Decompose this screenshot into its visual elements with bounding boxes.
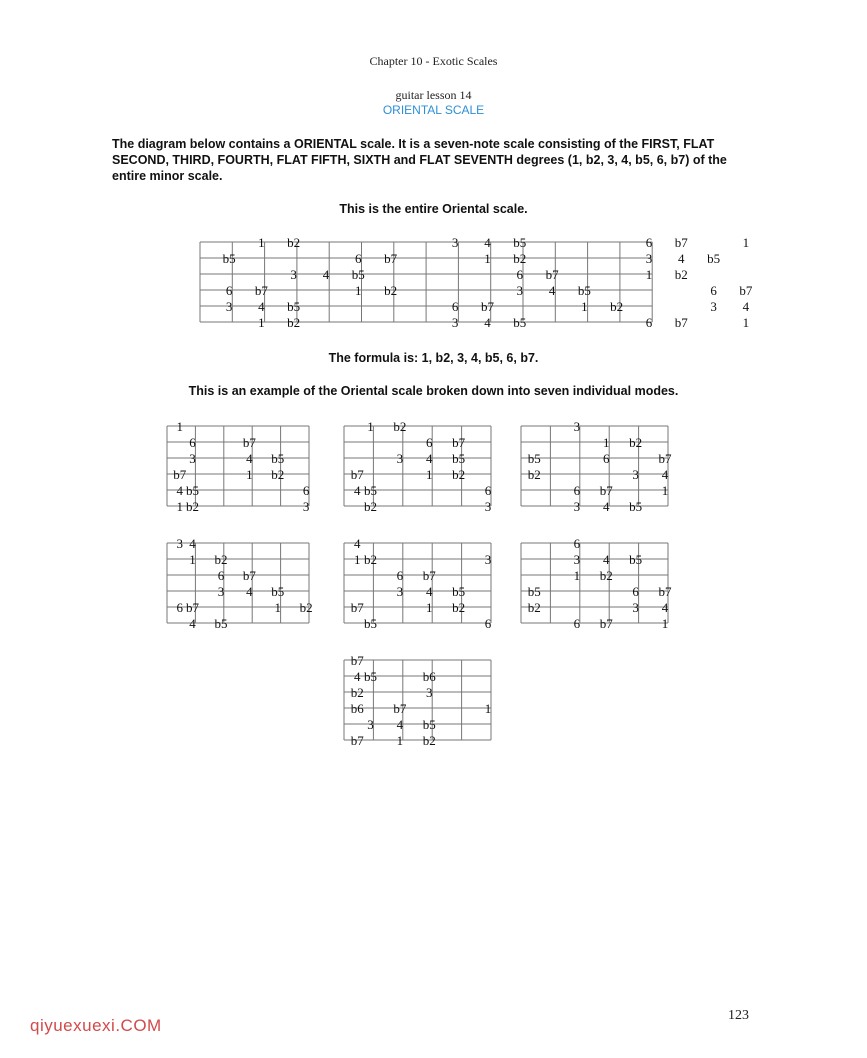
scale-note: b5	[452, 451, 466, 466]
scale-note: b7	[350, 467, 364, 482]
mode-2-diagram	[344, 419, 492, 514]
scale-note: b5	[287, 299, 301, 314]
scale-note: b6	[350, 701, 364, 716]
scale-note: 6	[426, 435, 433, 450]
formula-text: The formula is: 1, b2, 3, 4, b5, 6, b7.	[328, 351, 539, 365]
scale-note: b7	[393, 701, 407, 716]
scale-note: 3	[396, 451, 404, 466]
scale-note: b7	[674, 315, 688, 330]
scale-note: 4	[661, 467, 669, 482]
scale-note: 4	[396, 717, 404, 732]
scale-note: b5	[629, 499, 643, 514]
scale-note: 3	[632, 467, 639, 482]
chapter-header: Chapter 10 - Exotic Scales	[369, 54, 498, 68]
mode-5-diagram	[344, 536, 492, 631]
scale-note: 6	[632, 584, 639, 599]
scale-note: 6	[217, 568, 225, 583]
scale-note: 6	[396, 568, 404, 583]
scale-note: b7	[599, 483, 613, 498]
scale-note: b2	[610, 299, 624, 314]
scale-note: b2	[363, 552, 377, 567]
scale-note: 1	[176, 419, 184, 434]
scale-note: b7	[658, 584, 672, 599]
scale-note: 3	[189, 451, 196, 466]
scale-note: 1	[353, 552, 361, 567]
mode-1-diagram	[167, 419, 310, 514]
scale-note: b7	[242, 568, 256, 583]
scale-note: 1	[661, 616, 669, 631]
scale-note: 6	[189, 435, 196, 450]
scale-note: 3	[426, 685, 433, 700]
scale-note: 1	[367, 419, 374, 434]
scale-note: 4	[258, 299, 265, 314]
scale-note: b5	[271, 451, 285, 466]
scale-note: 1	[426, 600, 433, 615]
scale-note: 1	[603, 435, 610, 450]
scale-note: 1	[742, 235, 750, 250]
mode-4-diagram	[167, 536, 313, 631]
scale-note: b2	[384, 283, 398, 298]
modes-caption: This is an example of the Oriental scale broken down into seven individual modes.	[188, 384, 679, 398]
scale-note: 4	[678, 251, 685, 266]
entire-scale-caption: This is the entire Oriental scale.	[339, 202, 528, 216]
scale-note: b7	[350, 733, 364, 748]
scale-note: b2	[452, 600, 466, 615]
scale-note: 4	[353, 483, 361, 498]
scale-note: 1	[645, 267, 653, 282]
scale-note: b5	[527, 584, 541, 599]
intro-paragraph: The diagram below contains a ORIENTAL scale. It is a seven-note scale consisting of the FIRST, FLAT SECOND, THIRD, FOURTH, FLAT FIFTH, SIXTH and FLAT SEVENTH degrees (1, b2, 3, 4, b5, 6, b7) of the entire minor scale.	[112, 137, 727, 183]
scale-note: 4	[353, 536, 361, 551]
scale-note: b5	[422, 717, 436, 732]
scale-note: 3	[484, 552, 492, 567]
scale-note: 4	[426, 451, 433, 466]
scale-note: 3	[573, 499, 581, 514]
scale-note: b2	[287, 235, 301, 250]
scale-note: 4	[742, 299, 750, 314]
scale-note: 3	[290, 267, 297, 282]
scale-note: 3	[176, 536, 184, 551]
scale-note: 6	[516, 267, 524, 282]
scale-note: b5	[629, 552, 643, 567]
scale-note: 3	[302, 499, 310, 514]
scale-note: b7	[350, 653, 364, 668]
page-number: 123	[728, 1008, 749, 1023]
mode-3-diagram	[521, 419, 672, 514]
scale-note: 3	[710, 299, 717, 314]
scale-note: b5	[214, 616, 228, 631]
scale-note: b6	[422, 669, 436, 684]
scale-note: 6	[176, 600, 184, 615]
scale-note: b7	[452, 435, 466, 450]
scale-note: b2	[422, 733, 436, 748]
scale-note: 6	[484, 616, 492, 631]
scale-note: 1	[742, 315, 750, 330]
mode-7-diagram	[344, 653, 491, 748]
scale-note: b7	[384, 251, 398, 266]
scale-note: b7	[242, 435, 256, 450]
scale-note: 1	[484, 701, 492, 716]
scale-note: b2	[393, 419, 407, 434]
scale-note: 3	[632, 600, 639, 615]
scale-note: 1	[189, 552, 196, 567]
scale-note: b2	[350, 685, 364, 700]
scale-note: 4	[246, 451, 253, 466]
scale-note: b7	[186, 600, 200, 615]
lesson-label: guitar lesson 14	[395, 88, 472, 102]
scale-note: 4	[603, 499, 610, 514]
scale-note: b7	[545, 267, 559, 282]
scale-note: 3	[573, 552, 581, 567]
scale-note: 4	[661, 600, 669, 615]
scale-note: 6	[484, 483, 492, 498]
scale-note: 6	[645, 235, 653, 250]
scale-note: b7	[422, 568, 436, 583]
scale-note: 1	[176, 499, 184, 514]
scale-note: 4	[176, 483, 184, 498]
scale-note: 1	[661, 483, 669, 498]
scale-note: 6	[225, 283, 233, 298]
scale-note: b7	[480, 299, 494, 314]
scale-note: b7	[739, 283, 753, 298]
scale-note: b2	[214, 552, 228, 567]
scale-note: 4	[189, 536, 196, 551]
scale-note: 4	[426, 584, 433, 599]
scale-note: 1	[274, 600, 282, 615]
scale-note: 1	[396, 733, 404, 748]
scale-note: 6	[573, 616, 581, 631]
scale-note: 3	[367, 717, 374, 732]
scale-note: 6	[355, 251, 362, 266]
scale-note: 1	[258, 235, 265, 250]
scale-note: 6	[710, 283, 717, 298]
scale-note: b5	[707, 251, 721, 266]
scale-note: b2	[513, 251, 527, 266]
scale-note: b2	[527, 600, 541, 615]
scale-note: b5	[271, 584, 285, 599]
scale-note: b2	[271, 467, 285, 482]
scale-note: 3	[217, 584, 225, 599]
site-watermark: qiyuexuexi.COM	[30, 1016, 162, 1035]
scale-note: b7	[674, 235, 688, 250]
scale-note: 6	[645, 315, 653, 330]
scale-note: 3	[451, 235, 459, 250]
scale-note: 4	[548, 283, 556, 298]
scale-note: 6	[451, 299, 459, 314]
scale-note: b7	[658, 451, 672, 466]
scale-note: b7	[254, 283, 268, 298]
scale-note: b2	[527, 467, 541, 482]
scale-note: 4	[484, 315, 491, 330]
scale-note: 3	[573, 419, 581, 434]
scale-note: 4	[189, 616, 196, 631]
scale-note: b5	[351, 267, 365, 282]
scale-note: 1	[581, 299, 588, 314]
scale-note: 3	[451, 315, 459, 330]
scale-note: b2	[452, 467, 466, 482]
scale-note: b2	[363, 499, 377, 514]
scale-note: b5	[452, 584, 466, 599]
scale-title: ORIENTAL SCALE	[382, 103, 485, 117]
scale-note: 4	[603, 552, 610, 567]
scale-note: 3	[396, 584, 404, 599]
scale-note: b2	[599, 568, 613, 583]
scale-note: b5	[577, 283, 591, 298]
scale-note: b5	[513, 315, 527, 330]
scale-note: 1	[426, 467, 433, 482]
scale-note: b5	[527, 451, 541, 466]
scale-note: b5	[186, 483, 200, 498]
scale-note: 3	[645, 251, 653, 266]
scale-note: 1	[484, 251, 491, 266]
scale-note: 4	[246, 584, 253, 599]
scale-note: 1	[246, 467, 253, 482]
scale-note: b2	[299, 600, 313, 615]
scale-note: 1	[573, 568, 581, 583]
scale-note: b2	[287, 315, 301, 330]
scale-note: 3	[516, 283, 524, 298]
scale-note: b5	[222, 251, 236, 266]
scale-note: 4	[322, 267, 330, 282]
scale-note: b7	[599, 616, 613, 631]
scale-note: 6	[603, 451, 610, 466]
scale-note: 6	[302, 483, 310, 498]
scale-note: 1	[355, 283, 362, 298]
scale-note: b5	[363, 669, 377, 684]
scale-note: b2	[629, 435, 643, 450]
scale-note: 3	[484, 499, 492, 514]
scale-note: b7	[350, 600, 364, 615]
scale-note: 4	[353, 669, 361, 684]
scale-note: 6	[573, 536, 581, 551]
scale-note: b2	[674, 267, 688, 282]
scale-note: b2	[186, 499, 200, 514]
scale-note: b5	[363, 483, 377, 498]
scale-note: 6	[573, 483, 581, 498]
scale-note: b5	[363, 616, 377, 631]
scale-note: 4	[484, 235, 491, 250]
scale-note: b7	[173, 467, 187, 482]
scale-note: 3	[225, 299, 233, 314]
entire-scale-diagram	[200, 235, 753, 330]
scale-note: b5	[513, 235, 527, 250]
scale-note: 1	[258, 315, 265, 330]
mode-6-diagram	[521, 536, 672, 631]
